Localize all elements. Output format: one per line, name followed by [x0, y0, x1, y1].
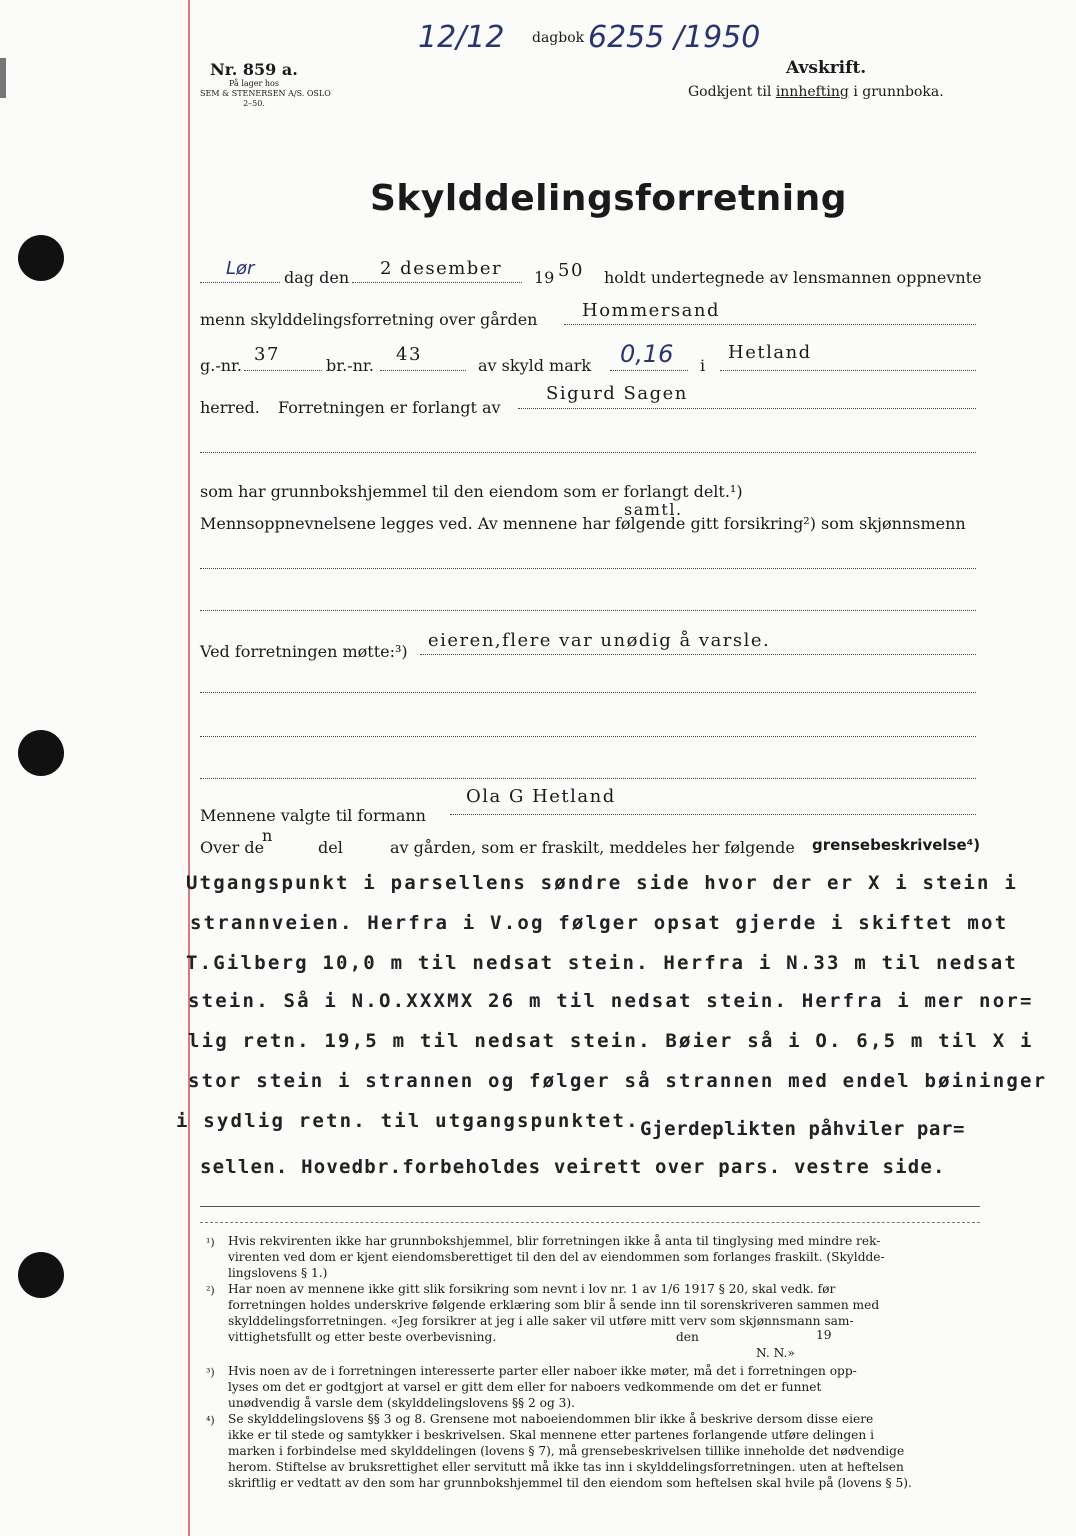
i-label: i: [700, 356, 706, 375]
footnote-line: skriftlig er vedtatt av den som har grunnbokshjemmel til den eiendom som heftelsen skal hvile på (lovens § 5).: [228, 1476, 912, 1490]
fill-line: [420, 654, 976, 655]
fill-line: [450, 814, 976, 815]
punch-hole: [18, 1252, 64, 1298]
form-number-block: [200, 60, 331, 109]
form-number: Nr. 859 a.: [210, 60, 298, 79]
footnote-line: Hvis rekvirenten ikke har grunnbokshjemmel, blir forretningen ikke å anta til tinglysing med mindre rek-: [228, 1234, 881, 1248]
requester-value: Sigurd Sagen: [546, 383, 688, 404]
herred-label: herred.: [200, 398, 260, 417]
samtl-note: samtl.: [624, 500, 683, 519]
grense-label: grensebeskrivelse⁴): [812, 836, 981, 854]
fill-line: [200, 568, 976, 569]
day-name-value: Lør: [226, 258, 255, 279]
footnote-line: skylddelingsforretningen. «Jeg forsikrer at jeg i alle saker vil utføre mitt verv som skjønnsmann sam-: [228, 1314, 854, 1328]
footnote-line: marken i forbindelse med skylddelingen (lovens § 7), må grensebeskrivelsen tillike inneholde det nødvendige: [228, 1444, 905, 1458]
year-value: 50: [558, 260, 584, 281]
journal-label: dagbok: [532, 30, 585, 46]
approval-part: innhefting: [775, 84, 849, 100]
del-label: del: [318, 838, 343, 857]
footnote-line: lingslovens § 1.): [228, 1266, 328, 1280]
formann-value: Ola G Hetland: [466, 786, 616, 807]
forlangt-text: Forretningen er forlangt av: [278, 398, 501, 417]
fill-line: [200, 282, 280, 283]
divider: [200, 1206, 980, 1207]
grunnbok-text: som har grunnbokshjemmel til den eiendom som er forlangt delt.¹): [200, 482, 743, 501]
dag-den-label: dag den: [284, 268, 350, 287]
description-line: T.Gilberg 10,0 m til nedsat stein. Herfra i N.33 m til nedsat: [186, 952, 1018, 974]
journal-number: 6255 /1950: [588, 20, 761, 55]
fill-line: [200, 778, 976, 779]
mennsopp-text: Mennsoppnevnelsene legges ved. Av mennene har følgende gitt forsikring²) som skjønnsmenn: [200, 514, 966, 533]
over-n-value: n: [262, 826, 274, 845]
approval-part: i grunnboka.: [853, 84, 944, 100]
year-prefix: 19: [534, 268, 555, 287]
date-value: 2 desember: [380, 258, 503, 279]
margin-line: [188, 0, 190, 1536]
divider: [200, 1222, 980, 1223]
skyld-value: 0,16: [620, 340, 674, 368]
approval-part: Godkjent til: [688, 84, 772, 100]
avgarden-text: av gården, som er fraskilt, meddeles her følgende: [390, 838, 795, 857]
fill-line: [200, 452, 976, 453]
herred-value: Hetland: [728, 342, 812, 363]
description-line: stein. Så i N.O.XXXMX 26 m til nedsat stein. Herfra i mer nor=: [188, 990, 1034, 1012]
menn-text: menn skylddelingsforretning over gården: [200, 310, 538, 329]
footnote-line: Hvis noen av de i forretningen interesserte parter eller naboer ikke møter, må det i forretningen opp-: [228, 1364, 857, 1378]
description-line: i sydlig retn. til utgangspunktet.: [176, 1110, 640, 1132]
holdt-text: holdt undertegnede av lensmannen oppnevnte: [604, 268, 982, 287]
footnote-line: Se skylddelingslovens §§ 3 og 8. Grensene mot naboeiendommen blir ikke å beskrive dersom disse eiere: [228, 1412, 874, 1426]
avskrift-label: Avskrift.: [786, 58, 867, 78]
punch-hole: [18, 235, 64, 281]
footnote-line: virenten ved dom er kjent eiendomsberettiget til den del av eiendommen som forlanges fraskilt. (Skyldde-: [228, 1250, 885, 1264]
footnote-line: N. N.»: [756, 1346, 795, 1360]
footnote-line: herom. Stiftelse av bruksrettighet eller servitutt må ikke tas inn i skylddelingsforretningen. uten at heftelsen: [228, 1460, 904, 1474]
over-de-label: Over de: [200, 838, 265, 857]
skyld-label: av skyld mark: [478, 356, 592, 375]
footnote-line: den: [676, 1330, 699, 1344]
fill-line: [200, 736, 976, 737]
fill-line: [610, 370, 688, 371]
description-line: lig retn. 19,5 m til nedsat stein. Bøier så i O. 6,5 m til X i: [188, 1030, 1034, 1052]
edge-mark: [0, 58, 6, 98]
document-title: Skylddelingsforretning: [370, 178, 848, 219]
motte-label: Ved forretningen møtte:³): [200, 642, 408, 661]
printer-line: 2–50.: [243, 99, 265, 108]
description-line: sellen. Hovedbr.forbeholdes veirett over pars. vestre side.: [200, 1156, 946, 1178]
gnr-value: 37: [254, 344, 280, 365]
fill-line: [380, 370, 466, 371]
description-line: Utgangspunkt i parsellens søndre side hvor der er X i stein i: [186, 872, 1018, 894]
motte-value: eieren,flere var unødig å varsle.: [428, 630, 771, 651]
fill-line: [244, 370, 322, 371]
footnote-line: ikke er til stede og samtykker i beskrivelsen. Skal mennene etter partenes forlangende utføre delingen i: [228, 1428, 874, 1442]
formann-label: Mennene valgte til formann: [200, 806, 426, 825]
printer-line: SEM & STENERSEN A/S. OSLO: [200, 89, 331, 98]
footnote-marker: ⁴): [206, 1414, 215, 1427]
approval-text: [688, 84, 944, 100]
description-line: stor stein i strannen og følger så strannen med endel bøininger: [188, 1070, 1048, 1092]
fill-line: [564, 324, 976, 325]
description-line: strannveien. Herfra i V.og følger opsat gjerde i skiftet mot: [190, 912, 1009, 934]
description-line: Gjerdeplikten påhviler par=: [640, 1118, 966, 1140]
footnote-line: Har noen av mennene ikke gitt slik forsikring som nevnt i lov nr. 1 av 1/6 1917 § 20, skal vedk. før: [228, 1282, 836, 1296]
footnote-line: 19: [816, 1328, 832, 1342]
footnote-marker: ³): [206, 1366, 215, 1379]
footnote-line: lyses om det er godtgjort at varsel er gitt dem eller for naboers vedkommende om det er funnet: [228, 1380, 822, 1394]
bnr-value: 43: [396, 344, 422, 365]
gnr-label: g.-nr.: [200, 356, 243, 375]
fill-line: [720, 370, 976, 371]
fill-line: [352, 282, 522, 283]
farm-value: Hommersand: [582, 300, 721, 321]
footnote-marker: ²): [206, 1284, 215, 1297]
footnote-line: vittighetsfullt og etter beste overbevisning.: [228, 1330, 497, 1344]
fill-line: [200, 692, 976, 693]
bnr-label: br.-nr.: [326, 356, 374, 375]
fill-line: [200, 610, 976, 611]
footnote-line: unødvendig å varsle dem (skylddelingslovens §§ 2 og 3).: [228, 1396, 576, 1410]
journal-date: 12/12: [418, 20, 505, 55]
fill-line: [518, 408, 976, 409]
footnote-marker: ¹): [206, 1236, 215, 1249]
punch-hole: [18, 730, 64, 776]
footnote-line: forretningen holdes underskrive følgende erklæring som blir å sende inn til sorenskriveren sammen med: [228, 1298, 880, 1312]
printer-line: På lager hos: [229, 79, 279, 88]
